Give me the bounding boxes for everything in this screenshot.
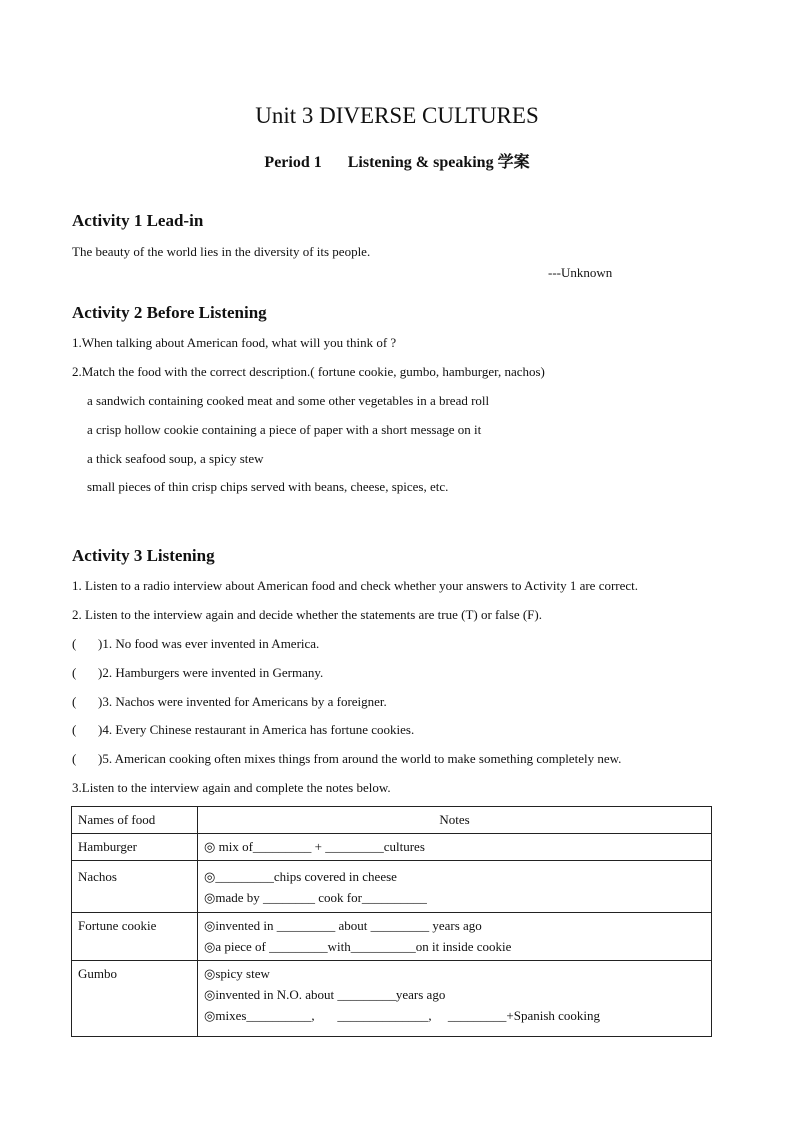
notes-cell: [198, 913, 712, 961]
activity3-step-3: 3.Listen to the interview again and complete the notes below.: [72, 780, 391, 795]
note-line: ◎invented in _________ about _________ years ago: [204, 918, 482, 933]
period-label: Period 1: [264, 154, 322, 171]
food-name-cell: Nachos: [72, 861, 198, 913]
activity2-heading: Activity 2 Before Listening: [72, 303, 267, 322]
notes-cell: [198, 861, 712, 913]
food-description: a thick seafood soup, a spicy stew: [87, 451, 264, 466]
notes-cell: [198, 961, 712, 1037]
true-false-item: ( )5. American cooking often mixes things from around the world to make something completely new.: [72, 751, 622, 766]
notes-table: [71, 806, 712, 1037]
table-header-row: [72, 807, 712, 834]
note-line: ◎spicy stew: [204, 966, 270, 981]
table-row: [72, 834, 712, 861]
note-line: ◎invented in N.O. about _________years ago: [204, 987, 446, 1002]
note-line: ◎_________chips covered in cheese: [204, 869, 397, 884]
note-line: ◎made by ________ cook for__________: [204, 890, 427, 905]
note-line: ◎ mix of_________ + _________cultures: [204, 839, 425, 854]
activity1-attribution: ---Unknown: [548, 265, 613, 280]
true-false-item: ( )3. Nachos were invented for Americans by a foreigner.: [72, 694, 387, 709]
activity1-heading: Activity 1 Lead-in: [72, 211, 204, 230]
food-description: small pieces of thin crisp chips served with beans, cheese, spices, etc.: [87, 479, 449, 494]
notes-cell: [198, 834, 712, 861]
table-row: [72, 961, 712, 1037]
column-header-notes: Notes: [198, 807, 712, 834]
column-header-food: Names of food: [72, 807, 198, 834]
activity1-quote: The beauty of the world lies in the diversity of its people.: [72, 244, 371, 259]
activity3-step-2: 2. Listen to the interview again and decide whether the statements are true (T) or false (F).: [72, 607, 542, 622]
activity3-heading: Activity 3 Listening: [72, 546, 215, 565]
food-description: a crisp hollow cookie containing a piece of paper with a short message on it: [87, 422, 482, 437]
food-description: a sandwich containing cooked meat and some other vegetables in a bread roll: [87, 393, 490, 408]
food-name-cell: Hamburger: [72, 834, 198, 861]
activity2-question-2: 2.Match the food with the correct description.( fortune cookie, gumbo, hamburger, nachos): [72, 364, 545, 379]
true-false-item: ( )4. Every Chinese restaurant in America has fortune cookies.: [72, 722, 415, 737]
true-false-item: ( )2. Hamburgers were invented in Germany.: [72, 665, 324, 680]
true-false-item: ( )1. No food was ever invented in America.: [72, 636, 320, 651]
page-title: Unit 3 DIVERSE CULTURES: [255, 103, 539, 128]
topic-label: Listening & speaking 学案: [347, 154, 530, 171]
table-row: [72, 913, 712, 961]
note-line: ◎mixes__________, ______________, _________+Spanish cooking: [204, 1008, 601, 1023]
food-name-cell: Fortune cookie: [72, 913, 198, 961]
activity3-step-1: 1. Listen to a radio interview about American food and check whether your answers to Activity 1 are correct.: [72, 578, 639, 593]
table-row: [72, 861, 712, 913]
food-name-cell: Gumbo: [72, 961, 198, 1037]
note-line: ◎a piece of _________with__________on it inside cookie: [204, 939, 512, 954]
activity2-question-1: 1.When talking about American food, what will you think of ?: [72, 335, 397, 350]
page-subtitle: [0, 149, 794, 172]
